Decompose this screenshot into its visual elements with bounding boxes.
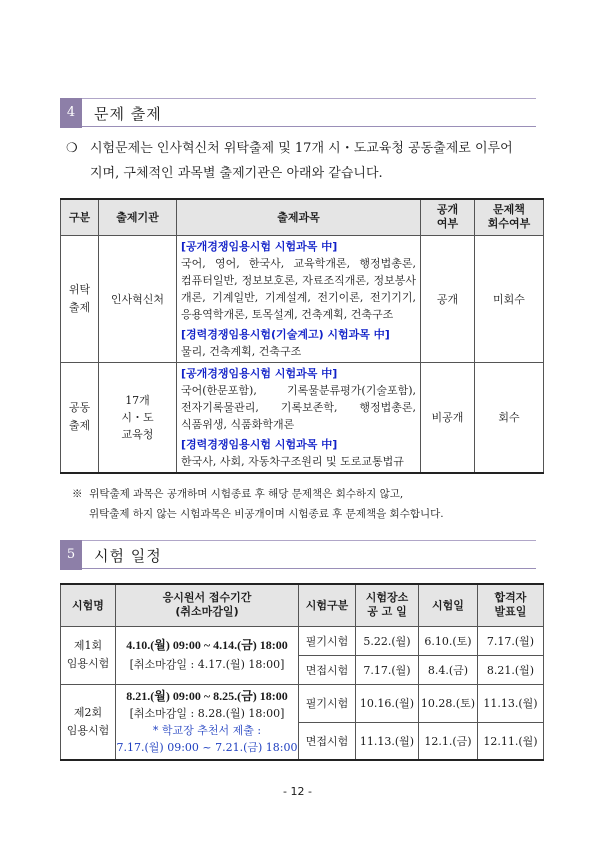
exam-type: 면접시험 [299,722,356,760]
subject-line: 응용역학개론, 토목설계, 건축계획, 건축구조 [181,307,394,321]
section-header-4 [60,98,536,128]
subject-line: 컴퓨터일반, 정보보호론, 자료조직개론, 정보봉사 [181,273,416,287]
exam-type: 필기시험 [299,626,356,655]
result-date: 12.11.(월) [478,722,544,760]
note-text: 위탁출제 과목은 공개하며 시험종료 후 해당 문제책은 회수하지 않고, [89,488,404,500]
period-text: 4.10.(월) 09:00 ~ 4.14.(금) 18:00 [126,638,288,652]
subject-line: 전자기록물관리, 기록보존학, 행정법총론, [181,400,416,414]
page-number: - 12 - [283,785,312,798]
exam-subject-table [60,198,544,474]
section-rule [82,98,536,99]
exam-date: 6.10.(토) [419,626,478,655]
section-rule [82,568,536,569]
subject-heading: [공개경쟁임용시험 시험과목 中] [181,366,338,380]
subject-heading: [경력경쟁임용시험(기술계고) 시험과목 中] [181,327,390,341]
header-collect: 문제책 회수여부 [475,199,544,235]
period-text: 8.21.(월) 09:00 ~ 8.25.(금) 18:00 [126,688,288,703]
application-period [116,684,299,760]
header-application-period: 응시원서 접수기간 (취소마감일) [116,584,299,626]
header-subjects: 출제과목 [177,199,421,235]
row-org: 인사혁신처 [99,235,177,362]
exam-schedule-table [60,583,544,761]
header-venue-notice: 시험장소 공 고 일 [356,584,419,626]
subject-heading: [공개경쟁임용시험 시험과목 中] [181,239,338,253]
subject-line: 한국사, 사회, 자동차구조원리 및 도로교통법규 [181,454,404,468]
note-paragraph [72,484,542,524]
row-subjects [177,235,421,362]
exam-date: 10.28.(토) [419,684,478,722]
application-period [116,626,299,684]
header-org: 출제기관 [99,199,177,235]
row-category: 공동 출제 [61,362,99,473]
row-category: 위탁 출제 [61,235,99,362]
exam-date: 8.4.(금) [419,655,478,684]
subject-line: 개론, 기계일반, 기계설계, 전기이론, 전기기기, [181,290,416,304]
intro-line-1: 시험문제는 인사혁신처 위탁출제 및 17개 시・도교육청 공동출제로 이루어 [90,141,513,156]
exam-name: 제2회 임용시험 [61,684,116,760]
row-collect: 미회수 [475,235,544,362]
header-open: 공개 여부 [421,199,475,235]
row-org: 17개 시・도 교육청 [99,362,177,473]
header-category: 구분 [61,199,99,235]
subject-line: 물리, 건축계획, 건축구조 [181,344,302,358]
recommendation-label: * 학교장 추천서 제출 : [152,723,262,737]
exam-type: 면접시험 [299,655,356,684]
subject-line: 식품위생, 식품화학개론 [181,417,295,431]
subject-line: 국어(한문포함), 기록물분류평가(기술포함), [181,383,416,397]
venue-notice-date: 5.22.(월) [356,626,419,655]
header-exam-date: 시험일 [419,584,478,626]
bullet-mark: ❍ [66,141,78,156]
note-mark: ※ [72,488,83,500]
section-number: 5 [60,540,82,570]
recommendation-period: 7.17.(월) 09:00 ~ 7.21.(금) 18:00 [116,740,298,754]
section-rule [82,540,536,541]
exam-date: 12.1.(금) [419,722,478,760]
header-exam-type: 시험구분 [299,584,356,626]
venue-notice-date: 11.13.(월) [356,722,419,760]
result-date: 7.17.(월) [478,626,544,655]
result-date: 8.21.(월) [478,655,544,684]
note-line-2: 위탁출제 하지 않는 시험과목은 비공개이며 시험종료 후 문제책을 회수합니다. [89,508,444,520]
venue-notice-date: 7.17.(월) [356,655,419,684]
intro-line-2: 지며, 구체적인 과목별 출제기관은 아래와 같습니다. [90,166,383,181]
section-title: 문제 출제 [94,105,162,123]
section-rule [82,126,536,127]
section-title: 시험 일정 [94,547,162,565]
row-subjects [177,362,421,473]
row-open: 공개 [421,235,475,362]
subject-heading: [경력경쟁임용시험 시험과목 中] [181,437,338,451]
intro-paragraph [66,136,544,186]
header-result-date: 합격자 발표일 [478,584,544,626]
venue-notice-date: 10.16.(월) [356,684,419,722]
note-line-1 [72,484,542,504]
cancel-deadline: [취소마감일 : 4.17.(월) 18:00] [129,658,285,671]
result-date: 11.13.(월) [478,684,544,722]
section-number: 4 [60,98,82,128]
row-collect: 회수 [475,362,544,473]
subject-line: 국어, 영어, 한국사, 교육학개론, 행정법총론, [181,256,416,270]
cancel-deadline: [취소마감일 : 8.28.(월) 18:00] [129,706,285,720]
exam-name: 제1회 임용시험 [61,626,116,684]
exam-type: 필기시험 [299,684,356,722]
section-header-5 [60,540,536,570]
header-exam-name: 시험명 [61,584,116,626]
row-open: 비공개 [421,362,475,473]
